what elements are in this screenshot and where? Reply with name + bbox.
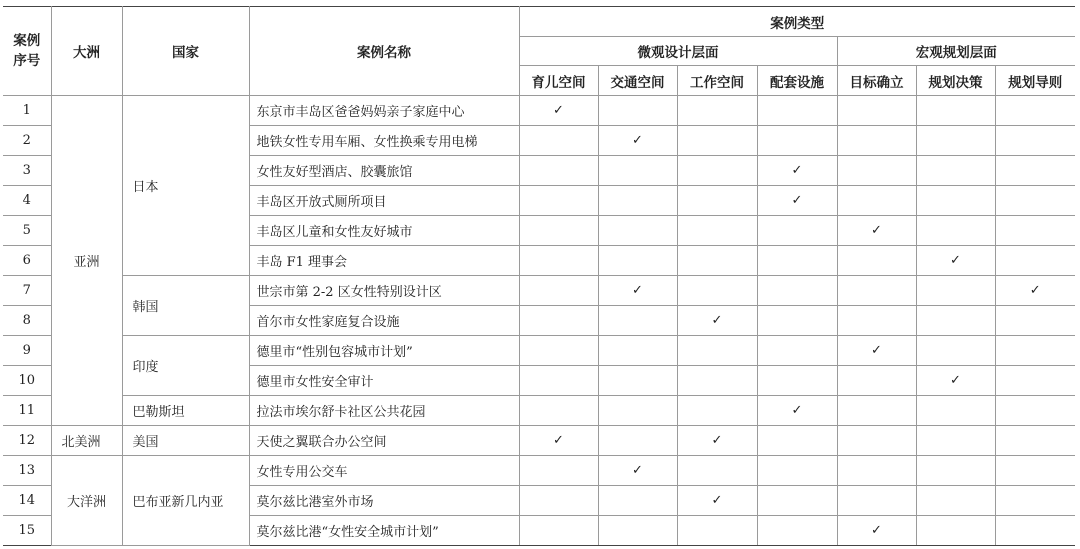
case-number: 15 <box>3 516 51 546</box>
header-case-no-line2: 序号 <box>13 53 41 69</box>
empty-cell <box>677 186 757 216</box>
header-case-no <box>3 7 51 96</box>
empty-cell <box>995 216 1075 246</box>
table-row <box>3 456 1075 486</box>
case-number: 11 <box>3 396 51 426</box>
check-mark-icon: ✓ <box>519 96 598 126</box>
check-mark-icon: ✓ <box>598 456 677 486</box>
table-row <box>3 96 1075 126</box>
empty-cell <box>677 516 757 546</box>
empty-cell <box>677 456 757 486</box>
empty-cell <box>837 486 916 516</box>
case-name: 德里市女性安全审计 <box>249 366 519 396</box>
case-name: 首尔市女性家庭复合设施 <box>249 306 519 336</box>
case-name: 拉法市埃尔舒卡社区公共花园 <box>249 396 519 426</box>
header-case-no-line1: 案例 <box>13 33 41 49</box>
empty-cell <box>598 186 677 216</box>
case-name: 女性专用公交车 <box>249 456 519 486</box>
empty-cell <box>677 336 757 366</box>
empty-cell <box>837 426 916 456</box>
empty-cell <box>519 186 598 216</box>
case-name: 德里市“性别包容城市计划” <box>249 336 519 366</box>
empty-cell <box>757 96 837 126</box>
case-name: 莫尔兹比港室外市场 <box>249 486 519 516</box>
case-number: 4 <box>3 186 51 216</box>
case-number: 9 <box>3 336 51 366</box>
empty-cell <box>837 366 916 396</box>
empty-cell <box>598 306 677 336</box>
empty-cell <box>995 486 1075 516</box>
header-planning-decision: 规划决策 <box>916 66 995 96</box>
empty-cell <box>519 336 598 366</box>
table-header <box>3 7 1075 96</box>
header-country: 国家 <box>122 7 249 96</box>
country-png: 巴布亚新几内亚 <box>122 456 249 546</box>
check-mark-icon: ✓ <box>677 306 757 336</box>
country-india: 印度 <box>122 336 249 396</box>
check-mark-icon: ✓ <box>598 126 677 156</box>
case-table <box>3 6 1075 546</box>
empty-cell <box>916 336 995 366</box>
empty-cell <box>837 156 916 186</box>
case-number: 12 <box>3 426 51 456</box>
empty-cell <box>519 276 598 306</box>
case-number: 8 <box>3 306 51 336</box>
case-name: 世宗市第 2-2 区女性特别设计区 <box>249 276 519 306</box>
empty-cell <box>837 126 916 156</box>
empty-cell <box>598 426 677 456</box>
empty-cell <box>677 156 757 186</box>
empty-cell <box>519 126 598 156</box>
empty-cell <box>519 156 598 186</box>
empty-cell <box>677 246 757 276</box>
check-mark-icon: ✓ <box>677 426 757 456</box>
empty-cell <box>916 396 995 426</box>
check-mark-icon: ✓ <box>916 246 995 276</box>
empty-cell <box>598 216 677 246</box>
empty-cell <box>757 426 837 456</box>
empty-cell <box>916 516 995 546</box>
case-number: 7 <box>3 276 51 306</box>
empty-cell <box>757 276 837 306</box>
empty-cell <box>598 366 677 396</box>
empty-cell <box>519 246 598 276</box>
case-name: 天使之翼联合办公空间 <box>249 426 519 456</box>
empty-cell <box>519 486 598 516</box>
empty-cell <box>598 396 677 426</box>
table-row <box>3 426 1075 456</box>
empty-cell <box>757 456 837 486</box>
empty-cell <box>995 396 1075 426</box>
empty-cell <box>757 486 837 516</box>
empty-cell <box>995 426 1075 456</box>
case-number: 1 <box>3 96 51 126</box>
empty-cell <box>837 396 916 426</box>
empty-cell <box>916 276 995 306</box>
empty-cell <box>916 306 995 336</box>
header-case-name: 案例名称 <box>249 7 519 96</box>
country-usa: 美国 <box>122 426 249 456</box>
empty-cell <box>598 336 677 366</box>
empty-cell <box>916 156 995 186</box>
empty-cell <box>916 456 995 486</box>
empty-cell <box>677 276 757 306</box>
empty-cell <box>995 516 1075 546</box>
check-mark-icon: ✓ <box>519 426 598 456</box>
empty-cell <box>995 156 1075 186</box>
check-mark-icon: ✓ <box>837 516 916 546</box>
empty-cell <box>995 306 1075 336</box>
empty-cell <box>677 366 757 396</box>
empty-cell <box>916 126 995 156</box>
empty-cell <box>519 456 598 486</box>
empty-cell <box>677 126 757 156</box>
case-name: 东京市丰岛区爸爸妈妈亲子家庭中心 <box>249 96 519 126</box>
table-row <box>3 396 1075 426</box>
check-mark-icon: ✓ <box>995 276 1075 306</box>
case-number: 13 <box>3 456 51 486</box>
header-macro-planning: 宏观规划层面 <box>837 37 1075 66</box>
country-korea: 韩国 <box>122 276 249 336</box>
case-name: 地铁女性专用车厢、女性换乘专用电梯 <box>249 126 519 156</box>
empty-cell <box>995 366 1075 396</box>
empty-cell <box>916 486 995 516</box>
empty-cell <box>519 516 598 546</box>
header-continent: 大洲 <box>51 7 122 96</box>
case-number: 5 <box>3 216 51 246</box>
empty-cell <box>837 186 916 216</box>
table-row <box>3 336 1075 366</box>
country-palestine: 巴勒斯坦 <box>122 396 249 426</box>
empty-cell <box>677 396 757 426</box>
check-mark-icon: ✓ <box>757 396 837 426</box>
check-mark-icon: ✓ <box>837 336 916 366</box>
empty-cell <box>837 306 916 336</box>
case-name: 丰岛区开放式厕所项目 <box>249 186 519 216</box>
empty-cell <box>519 366 598 396</box>
empty-cell <box>995 96 1075 126</box>
header-transport-space: 交通空间 <box>598 66 677 96</box>
empty-cell <box>598 156 677 186</box>
empty-cell <box>837 276 916 306</box>
case-number: 6 <box>3 246 51 276</box>
empty-cell <box>757 306 837 336</box>
empty-cell <box>916 426 995 456</box>
empty-cell <box>837 456 916 486</box>
header-work-space: 工作空间 <box>677 66 757 96</box>
check-mark-icon: ✓ <box>837 216 916 246</box>
header-childcare-space: 育儿空间 <box>519 66 598 96</box>
check-mark-icon: ✓ <box>916 366 995 396</box>
check-mark-icon: ✓ <box>757 186 837 216</box>
empty-cell <box>757 516 837 546</box>
empty-cell <box>757 246 837 276</box>
check-mark-icon: ✓ <box>677 486 757 516</box>
case-name: 女性友好型酒店、胶囊旅馆 <box>249 156 519 186</box>
header-goal-setting: 目标确立 <box>837 66 916 96</box>
table-body <box>3 96 1075 546</box>
check-mark-icon: ✓ <box>598 276 677 306</box>
empty-cell <box>677 96 757 126</box>
header-micro-design: 微观设计层面 <box>519 37 837 66</box>
case-name: 丰岛区儿童和女性友好城市 <box>249 216 519 246</box>
empty-cell <box>598 246 677 276</box>
empty-cell <box>995 336 1075 366</box>
empty-cell <box>677 216 757 246</box>
case-name: 莫尔兹比港“女性安全城市计划” <box>249 516 519 546</box>
check-mark-icon: ✓ <box>757 156 837 186</box>
continent-asia: 亚洲 <box>51 96 122 426</box>
country-japan: 日本 <box>122 96 249 276</box>
header-support-facilities: 配套设施 <box>757 66 837 96</box>
empty-cell <box>837 246 916 276</box>
empty-cell <box>916 186 995 216</box>
empty-cell <box>598 516 677 546</box>
empty-cell <box>519 306 598 336</box>
empty-cell <box>995 456 1075 486</box>
case-number: 2 <box>3 126 51 156</box>
empty-cell <box>757 336 837 366</box>
case-number: 14 <box>3 486 51 516</box>
empty-cell <box>757 216 837 246</box>
empty-cell <box>995 186 1075 216</box>
case-name: 丰岛 F1 理事会 <box>249 246 519 276</box>
header-case-type: 案例类型 <box>519 7 1075 37</box>
empty-cell <box>598 486 677 516</box>
table-row <box>3 276 1075 306</box>
case-number: 10 <box>3 366 51 396</box>
empty-cell <box>837 96 916 126</box>
empty-cell <box>519 396 598 426</box>
header-planning-guideline: 规划导则 <box>995 66 1075 96</box>
empty-cell <box>519 216 598 246</box>
empty-cell <box>757 126 837 156</box>
empty-cell <box>757 366 837 396</box>
continent-oceania: 大洋洲 <box>51 456 122 546</box>
empty-cell <box>916 216 995 246</box>
continent-north-america: 北美洲 <box>51 426 122 456</box>
empty-cell <box>916 96 995 126</box>
empty-cell <box>598 96 677 126</box>
empty-cell <box>995 126 1075 156</box>
case-number: 3 <box>3 156 51 186</box>
empty-cell <box>995 246 1075 276</box>
